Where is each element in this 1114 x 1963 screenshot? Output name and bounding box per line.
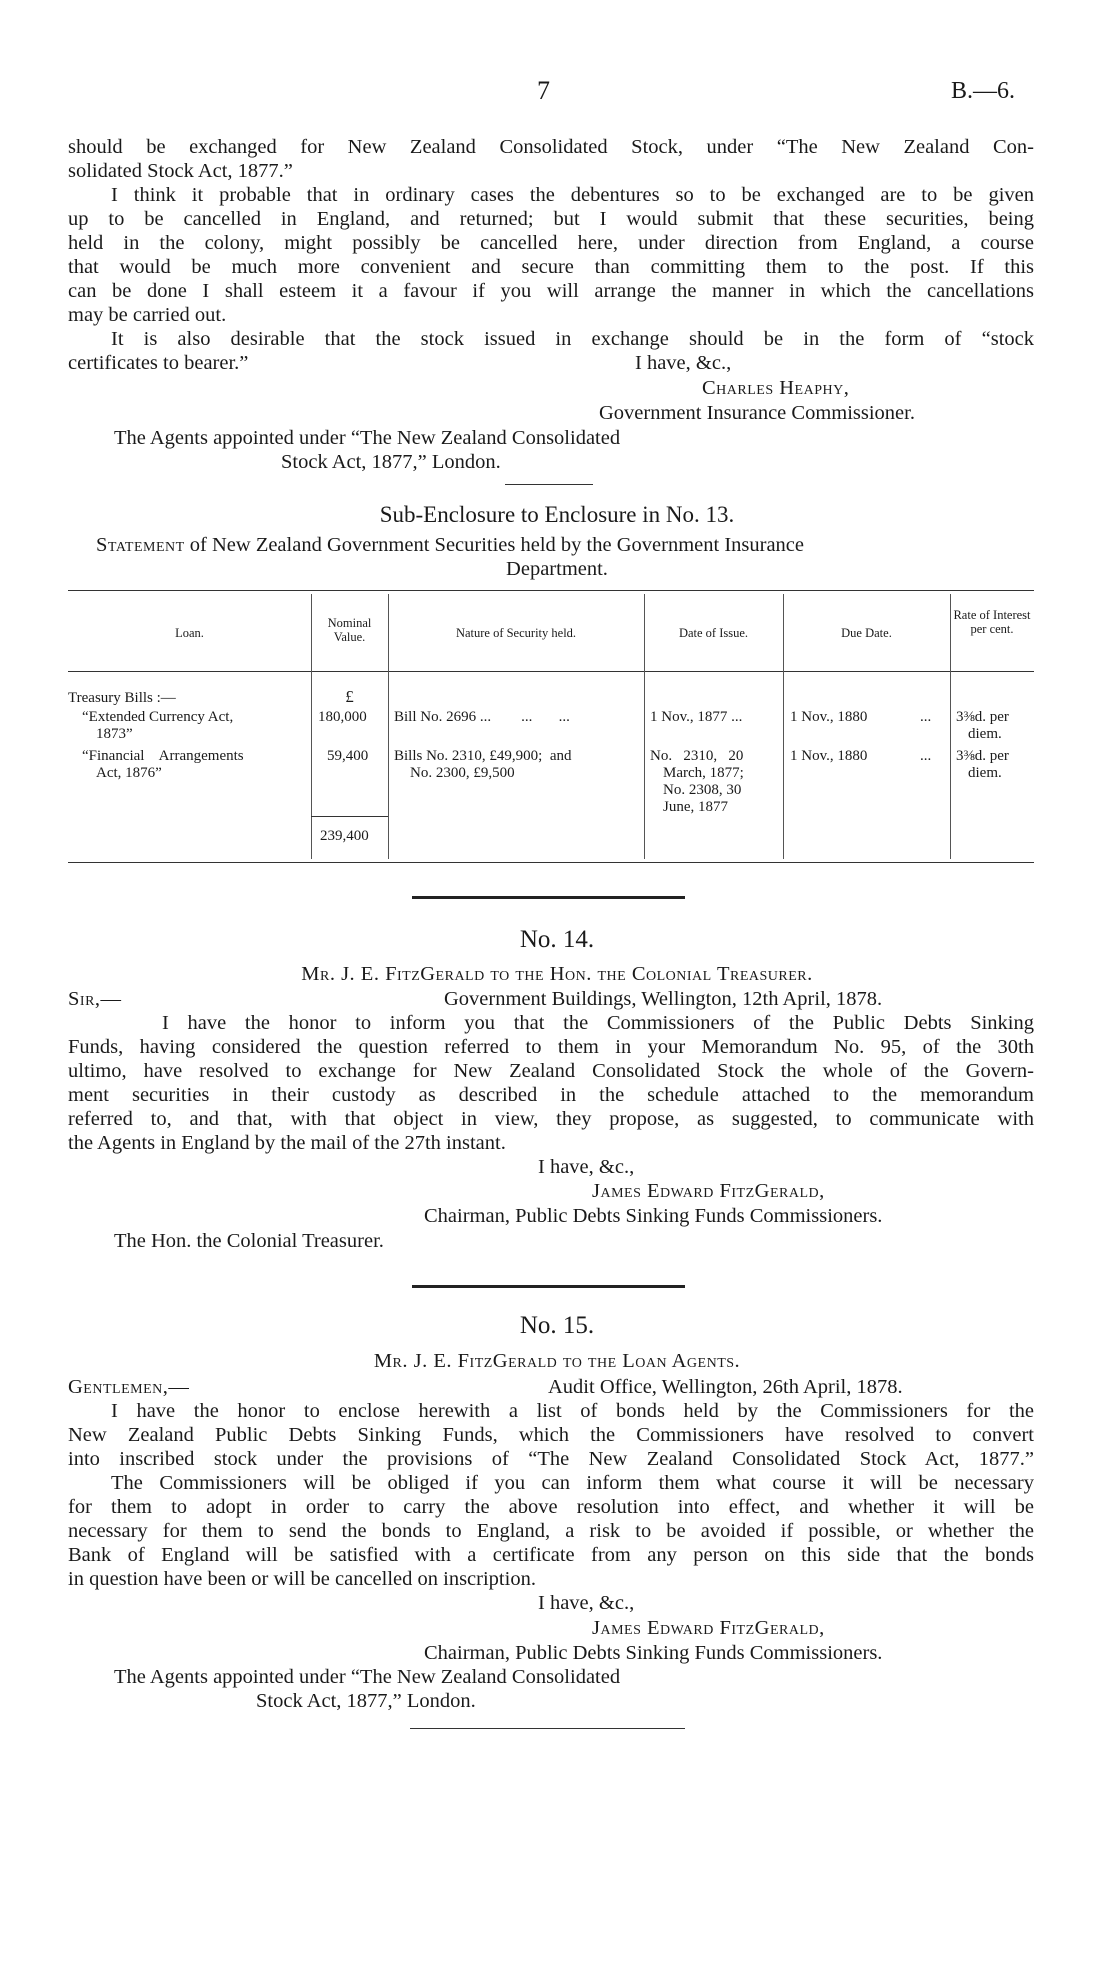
no15-body-line: Bank of England will be satisfied with a certificate from any person on this side that the bonds [68, 1544, 1034, 1566]
table-cell-due-leader: ... [920, 709, 932, 725]
no14-salutation: Sir,— [68, 988, 122, 1010]
table-cell-issue: June, 1877 [663, 799, 728, 815]
table-cell-due: 1 Nov., 1880 [790, 709, 868, 725]
no15-signatory-title: Chairman, Public Debts Sinking Funds Commissioners. [424, 1642, 883, 1664]
table-cell-issue: No. 2308, 30 [663, 782, 742, 798]
table-cell-issue: 1 Nov., 1877 ... [650, 709, 743, 725]
intro-line: solidated Stock Act, 1877.” [68, 160, 293, 182]
table-cell-loan: “Financial Arrangements [82, 748, 244, 764]
intro-line: up to be cancelled in England, and returned; but I would submit that these securities, being [68, 208, 1034, 230]
no15-addressee: The Agents appointed under “The New Zealand Consolidated [114, 1666, 621, 1688]
table-cell-issue: March, 1877; [663, 765, 744, 781]
no15-body-line: for them to adopt in order to carry the above resolution into effect, and whether it will be [68, 1496, 1034, 1518]
intro-signatory: Charles Heaphy, [702, 377, 850, 399]
no15-body-line: necessary for them to send the bonds to England, a risk to be avoided if possible, or whether the [68, 1520, 1034, 1542]
no14-body-line: ment securities in their custody as described in the schedule attached to the memorandum [68, 1084, 1034, 1106]
statement-text: of New Zealand Government Securities held by the Government Insurance [189, 534, 805, 556]
intro-line: It is also desirable that the stock issued in exchange should be in the form of “stock [111, 328, 1034, 350]
no15-place-date: Audit Office, Wellington, 26th April, 1878. [548, 1376, 903, 1398]
intro-line: I think it probable that in ordinary cases the debentures so to be exchanged are to be given [111, 184, 1034, 206]
table-header-rule [68, 671, 1034, 672]
no15-signatory: James Edward FitzGerald, [592, 1617, 825, 1639]
no14-place-date: Government Buildings, Wellington, 12th April, 1878. [444, 988, 883, 1010]
no14-body-line: ultimo, have resolved to exchange for New Zealand Consolidated Stock the whole of the Govern- [68, 1060, 1034, 1082]
table-cell-due-leader: ... [920, 748, 932, 764]
table-cell-nominal: 180,000 [318, 709, 367, 725]
no14-body-line: Funds, having considered the question referred to them in your Memorandum No. 95, of the 30th [68, 1036, 1034, 1058]
table-cell-rate: 3⅜d. per [956, 709, 1009, 725]
statement-heading [96, 534, 804, 557]
page-number: 7 [537, 76, 550, 105]
section-divider [505, 484, 593, 485]
section-divider-heavy [412, 1285, 685, 1288]
table-cell-issue: No. 2310, 20 [650, 748, 744, 764]
table-cell-security: Bill No. 2696 ... ... ... [394, 709, 570, 725]
no14-from-to: Mr. J. E. FitzGerald to the Hon. the Colonial Treasurer. [301, 963, 813, 985]
intro-addressee: The Agents appointed under “The New Zealand Consolidated [114, 427, 621, 449]
no15-body-line: in question have been or will be cancelled on inscription. [68, 1568, 536, 1590]
sub-enclosure-title: Sub-Enclosure to Enclosure in No. 13. [379, 502, 735, 527]
section-divider-heavy [412, 896, 685, 899]
table-bottom-rule [68, 862, 1034, 863]
intro-closing: I have, &c., [635, 352, 732, 374]
intro-line: should be exchanged for New Zealand Consolidated Stock, under “The New Zealand Con- [68, 136, 1034, 158]
no14-addressee: The Hon. the Colonial Treasurer. [114, 1230, 384, 1252]
no15-salutation: Gentlemen,— [68, 1376, 190, 1398]
table-cell-loan: 1873” [96, 726, 133, 742]
no15-addressee: Stock Act, 1877,” London. [256, 1690, 476, 1712]
table-cell-security: No. 2300, £9,500 [410, 765, 515, 781]
no15-body-line: I have the honor to enclose herewith a list of bonds held by the Commissioners for the [111, 1400, 1034, 1422]
intro-line: can be done I shall esteem it a favour if you will arrange the manner in which the cancellations [68, 280, 1034, 302]
table-cell-security: Bills No. 2310, £49,900; and [394, 748, 572, 764]
table-cell-loan: Act, 1876” [96, 765, 162, 781]
table-section-label: Treasury Bills :— [68, 690, 176, 706]
end-divider [410, 1728, 685, 1729]
no14-signatory: James Edward FitzGerald, [592, 1180, 825, 1202]
intro-signatory-title: Government Insurance Commissioner. [599, 402, 915, 424]
table-total: 239,400 [320, 828, 369, 844]
table-header-rate: Rate of Interest per cent. [953, 608, 1031, 636]
document-reference: B.—6. [951, 78, 1016, 104]
table-cell-rate: diem. [968, 765, 1002, 781]
table-header-loan: Loan. [175, 626, 204, 640]
no15-body-line: New Zealand Public Debts Sinking Funds, which the Commissioners have resolved to convert [68, 1424, 1034, 1446]
table-header-nominal: Nominal Value. [327, 616, 372, 644]
no15-closing: I have, &c., [538, 1592, 635, 1614]
no14-body-line: the Agents in England by the mail of the 27th instant. [68, 1132, 506, 1154]
table-header-due: Due Date. [841, 626, 892, 640]
total-rule [311, 816, 388, 817]
intro-line: that would be much more convenient and secure than committing them to the post. If this [68, 256, 1034, 278]
intro-line: certificates to bearer.” [68, 352, 249, 374]
no14-number: No. 14. [519, 926, 595, 953]
statement-label: Statement [96, 534, 185, 556]
table-header-security: Nature of Security held. [455, 626, 577, 640]
no14-body-line: I have the honor to inform you that the Commissioners of the Public Debts Sinking [162, 1012, 1034, 1034]
table-cell-rate: diem. [968, 726, 1002, 742]
table-cell-loan: “Extended Currency Act, [82, 709, 234, 725]
no14-body-line: referred to, and that, with that object in view, they propose, as suggested, to communicate with [68, 1108, 1034, 1130]
currency-symbol: £ [345, 687, 354, 706]
no15-number: No. 15. [519, 1312, 595, 1339]
intro-line: may be carried out. [68, 304, 227, 326]
no15-body-line: The Commissioners will be obliged if you can inform them what course it will be necessary [111, 1472, 1034, 1494]
table-cell-rate: 3⅜d. per [956, 748, 1009, 764]
intro-addressee: Stock Act, 1877,” London. [281, 451, 501, 473]
no15-body-line: into inscribed stock under the provisions of “The New Zealand Consolidated Stock Act, 1877.” [68, 1448, 1034, 1470]
no14-closing: I have, &c., [538, 1156, 635, 1178]
table-cell-due: 1 Nov., 1880 [790, 748, 868, 764]
intro-line: held in the colony, might possibly be cancelled here, under direction from England, a course [68, 232, 1034, 254]
no14-signatory-title: Chairman, Public Debts Sinking Funds Commissioners. [424, 1205, 883, 1227]
table-top-rule [68, 590, 1034, 591]
table-cell-nominal: 59,400 [327, 748, 369, 764]
statement-heading-cont: Department. [506, 558, 608, 580]
table-header-issue: Date of Issue. [678, 626, 749, 640]
no15-from-to: Mr. J. E. FitzGerald to the Loan Agents. [373, 1350, 741, 1372]
